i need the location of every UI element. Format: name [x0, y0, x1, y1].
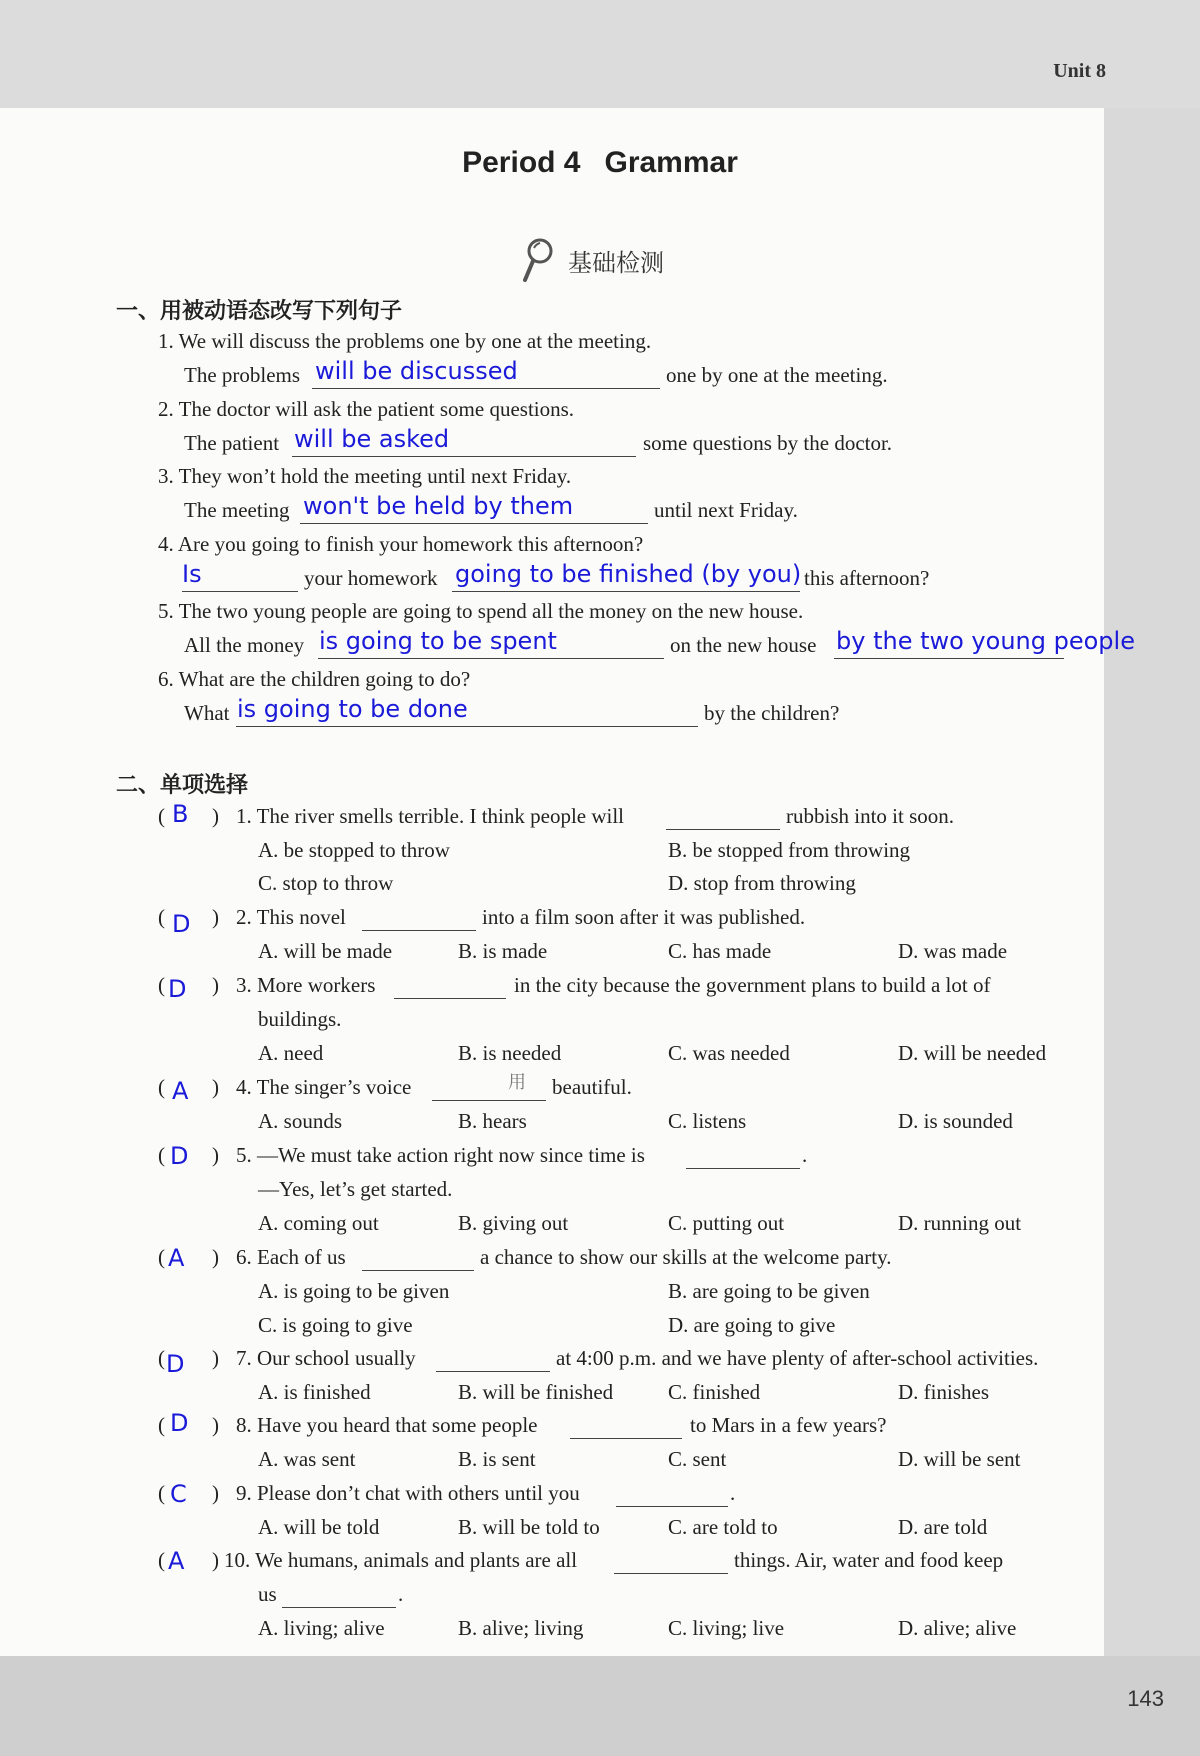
mc-option-a[interactable]: A. is going to be given — [258, 1279, 450, 1303]
s1-question: 5. The two young people are going to spend all the money on the new house. — [158, 599, 804, 623]
mc-question: 4. The singer’s voice — [236, 1075, 412, 1099]
answer-paren-right: ) — [212, 804, 219, 828]
mc-question: 2. This novel — [236, 905, 346, 929]
answer-paren-left: ( — [158, 1413, 165, 1437]
answer-blank — [282, 1581, 396, 1608]
mc-option-d[interactable]: D. stop from throwing — [668, 871, 856, 895]
mc-option-d[interactable]: D. finishes — [898, 1380, 989, 1404]
answer-paren-right: ) — [212, 1413, 219, 1437]
answer-blank — [570, 1412, 682, 1439]
mc-question: 3. More workers — [236, 973, 376, 997]
mc-option-b[interactable]: B. will be told to — [458, 1515, 600, 1539]
mc-question-line2: us — [258, 1582, 277, 1606]
mc-option-c[interactable]: C. listens — [668, 1109, 747, 1133]
handwritten-choice: D — [170, 1142, 189, 1170]
handwritten-choice: D — [172, 910, 191, 938]
mc-option-b[interactable]: B. are going to be given — [668, 1279, 870, 1303]
answer-blank — [686, 1142, 800, 1169]
mc-option-b[interactable]: B. hears — [458, 1109, 527, 1133]
mc-question-after: rubbish into it soon. — [786, 804, 955, 828]
answer-blank — [394, 972, 506, 999]
mc-option-d[interactable]: D. are going to give — [668, 1313, 836, 1337]
mc-option-a[interactable]: A. living; alive — [258, 1616, 385, 1640]
handwritten-answer: is going to be done — [237, 695, 468, 723]
answer-paren-left: ( — [158, 973, 165, 997]
mc-question: 6. Each of us — [236, 1245, 346, 1269]
page-number: 143 — [1127, 1686, 1164, 1711]
mc-option-d[interactable]: D. will be needed — [898, 1041, 1047, 1065]
handwritten-choice: A — [168, 1244, 185, 1272]
answer-blank — [436, 1345, 550, 1372]
answer-blank — [616, 1480, 728, 1507]
pencil-note: 用 — [508, 1072, 526, 1093]
magnifier-icon — [520, 236, 556, 284]
mc-option-c[interactable]: C. is going to give — [258, 1313, 413, 1337]
answer-paren-left: ( — [158, 905, 165, 929]
handwritten-answer: won't be held by them — [303, 492, 574, 520]
mc-option-d[interactable]: D. are told — [898, 1515, 988, 1539]
page-edge-shadow — [1104, 108, 1200, 1656]
mc-option-a[interactable]: A. is finished — [258, 1380, 371, 1404]
s1-suffix: until next Friday. — [654, 498, 798, 522]
handwritten-answer: by the two young people — [836, 627, 1135, 655]
answer-paren-left: ( — [158, 1075, 165, 1099]
mc-question-line2: —Yes, let’s get started. — [258, 1177, 453, 1201]
answer-paren-left: ( — [158, 804, 165, 828]
mc-question-after: into a film soon after it was published. — [482, 905, 806, 929]
mc-question: 1. The river smells terrible. I think people will — [236, 804, 625, 828]
mc-question-after: to Mars in a few years? — [690, 1413, 887, 1437]
unit-label: Unit 8 — [1053, 60, 1106, 82]
mc-option-c[interactable]: C. sent — [668, 1447, 727, 1471]
s1-question: 3. They won’t hold the meeting until next Friday. — [158, 464, 572, 488]
mc-question-after: a chance to show our skills at the welcome party. — [480, 1245, 892, 1269]
handwritten-choice: A — [172, 1077, 189, 1105]
s1-prefix: The patient — [184, 431, 280, 455]
mc-question: 10. We humans, animals and plants are all — [224, 1548, 578, 1572]
mc-option-d[interactable]: D. is sounded — [898, 1109, 1013, 1133]
mc-option-d[interactable]: D. will be sent — [898, 1447, 1021, 1471]
page-title — [0, 146, 1200, 180]
mc-question: 5. —We must take action right now since time is — [236, 1143, 645, 1167]
s1-middle: your homework — [304, 566, 438, 590]
s1-prefix: What — [184, 701, 230, 725]
answer-paren-right: ) — [212, 1346, 219, 1370]
mc-option-d[interactable]: D. was made — [898, 939, 1008, 963]
mc-option-c[interactable]: C. are told to — [668, 1515, 778, 1539]
s1-question: 1. We will discuss the problems one by one at the meeting. — [158, 329, 652, 353]
s1-prefix: All the money — [184, 633, 305, 657]
mc-question: 7. Our school usually — [236, 1346, 416, 1370]
answer-blank — [362, 904, 476, 931]
s1-question: 4. Are you going to finish your homework this afternoon? — [158, 532, 644, 556]
s1-prefix: The problems — [184, 363, 301, 387]
mc-option-a[interactable]: A. was sent — [258, 1447, 356, 1471]
bottom-band — [0, 1656, 1200, 1756]
handwritten-answer: will be discussed — [315, 357, 518, 385]
s1-prefix: The meeting — [184, 498, 290, 522]
handwritten-answer: is going to be spent — [319, 627, 557, 655]
s1-suffix: by the children? — [704, 701, 840, 725]
handwritten-answer: will be asked — [294, 425, 450, 453]
topic-label: Grammar — [604, 146, 738, 179]
answer-paren-left: ( — [158, 1548, 165, 1572]
answer-paren-left: ( — [158, 1245, 165, 1269]
answer-paren-right: ) — [212, 1481, 219, 1505]
mc-option-a[interactable]: A. will be made — [258, 939, 393, 963]
handwritten-choice: D — [170, 1409, 189, 1437]
answer-paren-right: ) — [212, 1143, 219, 1167]
mc-option-c[interactable]: C. putting out — [668, 1211, 785, 1235]
mc-option-b[interactable]: B. be stopped from throwing — [668, 838, 911, 862]
answer-paren-right: ) — [212, 905, 219, 929]
answer-paren-left: ( — [158, 1481, 165, 1505]
mc-option-d[interactable]: D. running out — [898, 1211, 1022, 1235]
mc-option-a[interactable]: A. sounds — [258, 1109, 343, 1133]
mc-option-c[interactable]: C. has made — [668, 939, 772, 963]
mc-question-after: . — [730, 1481, 736, 1505]
mc-option-b[interactable]: B. is made — [458, 939, 548, 963]
s1-middle: on the new house — [670, 633, 817, 657]
handwritten-choice: D — [166, 1350, 185, 1378]
mc-option-c[interactable]: C. living; live — [668, 1616, 785, 1640]
answer-blank — [614, 1547, 728, 1574]
answer-paren-right: ) — [212, 973, 219, 997]
mc-option-a[interactable]: A. coming out — [258, 1211, 379, 1235]
answer-paren-left: ( — [158, 1346, 165, 1370]
mc-question-after: beautiful. — [552, 1075, 632, 1099]
section2-heading: 二、单项选择 — [116, 773, 249, 798]
answer-paren-right: ) — [212, 1548, 219, 1572]
s1-question: 2. The doctor will ask the patient some questions. — [158, 397, 575, 421]
mc-question-line2-after: . — [398, 1582, 404, 1606]
mc-option-a[interactable]: A. need — [258, 1041, 324, 1065]
mc-question-after: . — [802, 1143, 808, 1167]
mc-question-after: things. Air, water and food keep — [734, 1548, 1004, 1572]
s1-question: 6. What are the children going to do? — [158, 667, 471, 691]
answer-paren-left: ( — [158, 1143, 165, 1167]
subtitle-label: 基础检测 — [568, 248, 664, 277]
handwritten-choice: C — [170, 1480, 187, 1508]
mc-question: 8. Have you heard that some people — [236, 1413, 538, 1437]
mc-question-after: in the city because the government plans to build a lot of — [514, 973, 991, 997]
section1-heading: 一、用被动语态改写下列句子 — [116, 299, 403, 324]
top-band — [0, 0, 1200, 108]
handwritten-choice: A — [168, 1547, 185, 1575]
mc-option-c[interactable]: C. finished — [668, 1380, 761, 1404]
mc-question: 9. Please don’t chat with others until you — [236, 1481, 580, 1505]
handwritten-choice: D — [168, 975, 187, 1003]
mc-option-b[interactable]: B. is sent — [458, 1447, 536, 1471]
mc-option-a[interactable]: A. be stopped to throw — [258, 838, 450, 862]
answer-blank — [362, 1244, 474, 1271]
answer-blank — [432, 1074, 546, 1101]
handwritten-answer: going to be finished (by you) — [455, 560, 802, 588]
period-label: Period 4 — [462, 146, 581, 179]
handwritten-choice: B — [172, 800, 189, 828]
mc-option-c[interactable]: C. was needed — [668, 1041, 790, 1065]
mc-question-line2: buildings. — [258, 1007, 342, 1031]
answer-paren-right: ) — [212, 1245, 219, 1269]
s1-suffix: this afternoon? — [804, 566, 930, 590]
mc-option-b[interactable]: B. giving out — [458, 1211, 569, 1235]
answer-paren-right: ) — [212, 1075, 219, 1099]
subtitle — [520, 236, 664, 284]
s1-suffix: one by one at the meeting. — [666, 363, 888, 387]
mc-question-after: at 4:00 p.m. and we have plenty of after-school activities. — [556, 1346, 1039, 1370]
handwritten-answer: Is — [182, 560, 202, 588]
mc-option-a[interactable]: A. will be told — [258, 1515, 380, 1539]
mc-option-b[interactable]: B. will be finished — [458, 1380, 614, 1404]
mc-option-b[interactable]: B. is needed — [458, 1041, 562, 1065]
mc-option-b[interactable]: B. alive; living — [458, 1616, 584, 1640]
answer-blank — [666, 803, 780, 830]
mc-option-c[interactable]: C. stop to throw — [258, 871, 394, 895]
mc-option-d[interactable]: D. alive; alive — [898, 1616, 1017, 1640]
s1-suffix: some questions by the doctor. — [643, 431, 893, 455]
